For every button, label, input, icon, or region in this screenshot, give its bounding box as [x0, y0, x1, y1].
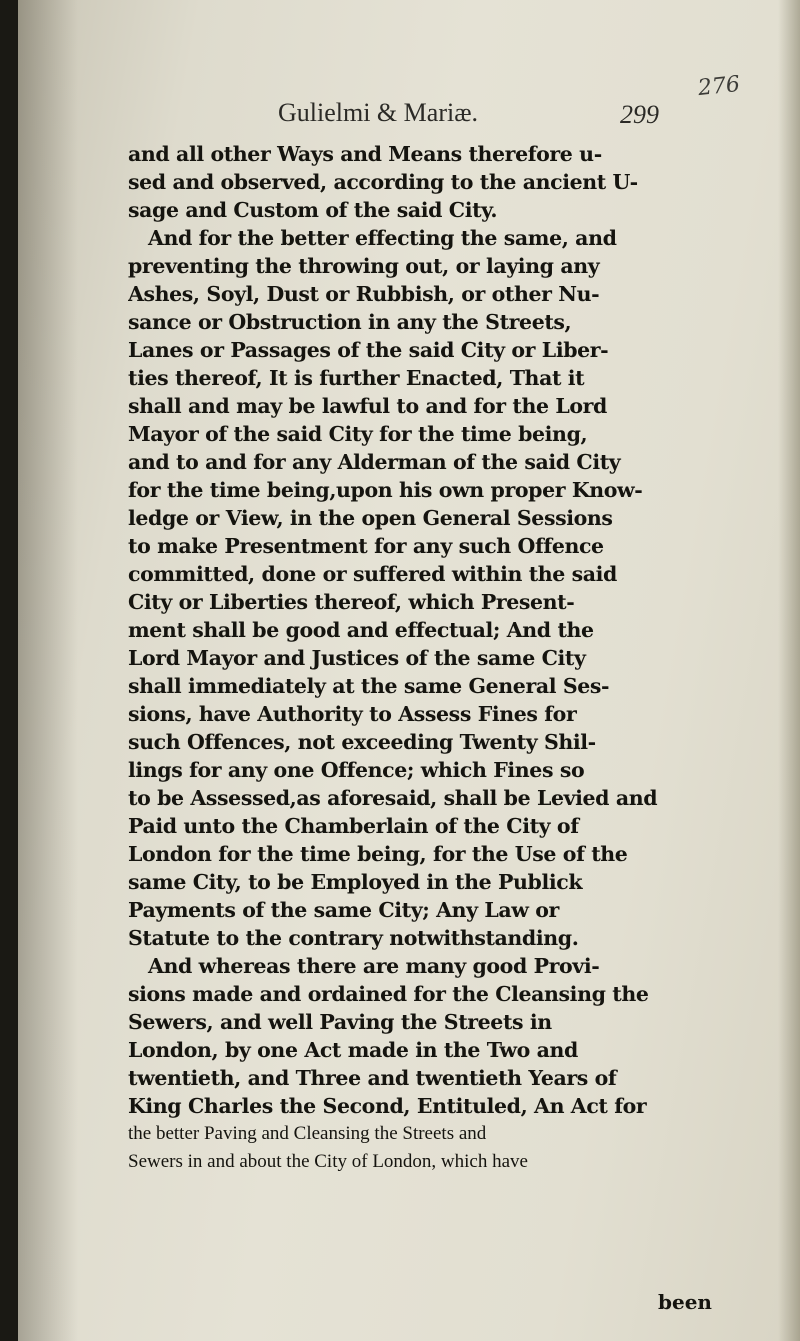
text-line: Sewers, and well Paving the Streets in	[128, 1010, 552, 1034]
book-page	[18, 0, 800, 1341]
text-line: sions, have Authority to Assess Fines for	[128, 702, 577, 726]
text-line: ties thereof, It is further Enacted, That it	[128, 366, 585, 390]
text-line: lings for any one Offence; which Fines so	[128, 758, 585, 782]
text-line: Statute to the contrary notwithstanding.	[128, 926, 579, 950]
text-line: ledge or View, in the open General Sessions	[128, 506, 613, 530]
page-edge	[778, 0, 800, 1341]
text-line: Payments of the same City; Any Law or	[128, 898, 559, 922]
text-line: same City, to be Employed in the Publick	[128, 870, 583, 894]
text-line: Ashes, Soyl, Dust or Rubbish, or other Nu-	[128, 282, 600, 306]
text-line: and to and for any Alderman of the said City	[128, 450, 621, 474]
text-line: And for the better effecting the same, and	[148, 226, 617, 250]
text-line: for the time being,upon his own proper Know-	[128, 478, 643, 502]
text-line: such Offences, not exceeding Twenty Shil-	[128, 730, 596, 754]
text-line: to make Presentment for any such Offence	[128, 534, 604, 558]
text-line: Sewers in and about the City of London, which have	[128, 1151, 528, 1172]
text-line: and all other Ways and Means therefore u-	[128, 142, 602, 166]
text-line: Lord Mayor and Justices of the same City	[128, 646, 586, 670]
running-head	[228, 98, 668, 132]
text-line: Mayor of the said City for the time being,	[128, 422, 588, 446]
page-number: 299	[620, 100, 659, 129]
text-line: committed, done or suffered within the said	[128, 562, 617, 586]
page-gutter-shadow	[18, 0, 78, 1341]
text-line: And whereas there are many good Provi-	[148, 954, 600, 978]
text-line: to be Assessed,as aforesaid, shall be Levied and	[128, 786, 658, 810]
running-head-title: Gulielmi & Mariæ.	[278, 98, 479, 127]
text-line: sions made and ordained for the Cleansing the	[128, 982, 649, 1006]
text-line: the better Paving and Cleansing the Streets and	[128, 1123, 487, 1144]
text-line: shall immediately at the same General Ses-	[128, 674, 610, 698]
text-line: sed and observed, according to the ancient U-	[128, 170, 638, 194]
text-line: twentieth, and Three and twentieth Years of	[128, 1066, 617, 1090]
text-line: preventing the throwing out, or laying any	[128, 254, 600, 278]
text-line: London for the time being, for the Use of the	[128, 842, 628, 866]
text-line: ment shall be good and effectual; And the	[128, 618, 594, 642]
text-line: sance or Obstruction in any the Streets,	[128, 310, 572, 334]
text-line: Lanes or Passages of the said City or Liber-	[128, 338, 609, 362]
catchword: been	[658, 1290, 712, 1314]
text-line: City or Liberties thereof, which Present-	[128, 590, 575, 614]
handwritten-folio-note: 276	[696, 71, 742, 102]
text-line: Paid unto the Chamberlain of the City of	[128, 814, 579, 838]
statute-text	[128, 140, 743, 1176]
text-line: King Charles the Second, Entituled, An Act for	[128, 1094, 647, 1118]
text-line: sage and Custom of the said City.	[128, 198, 498, 222]
text-line: London, by one Act made in the Two and	[128, 1038, 578, 1062]
text-line: shall and may be lawful to and for the Lord	[128, 394, 607, 418]
